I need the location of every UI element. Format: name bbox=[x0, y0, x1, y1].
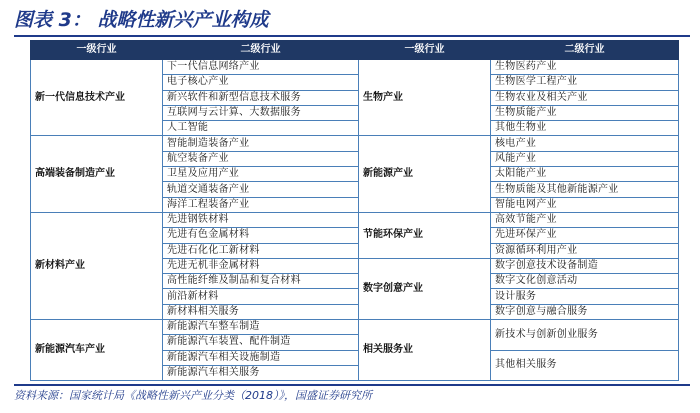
level2-cell: 先进环保产业 bbox=[491, 228, 679, 243]
level1-equipment-industry: 高端装备制造产业 bbox=[31, 136, 163, 212]
level2-cell: 数字创意与融合服务 bbox=[491, 304, 679, 319]
level1-eco-industry: 节能环保产业 bbox=[359, 212, 491, 258]
level1-materials-industry: 新材料产业 bbox=[31, 212, 163, 319]
level2-cell: 电子核心产业 bbox=[163, 75, 359, 90]
level2-cell: 下一代信息网络产业 bbox=[163, 60, 359, 75]
level1-bio-industry: 生物产业 bbox=[359, 60, 491, 136]
level2-cell: 航空装备产业 bbox=[163, 151, 359, 166]
level2-cell: 海洋工程装备产业 bbox=[163, 197, 359, 212]
level2-cell: 数字文化创意活动 bbox=[491, 274, 679, 289]
level2-cell: 生物医学工程产业 bbox=[491, 75, 679, 90]
level2-cell: 新能源汽车装置、配件制造 bbox=[163, 335, 359, 350]
level2-cell: 轨道交通装备产业 bbox=[163, 182, 359, 197]
header-level1-left: 一级行业 bbox=[31, 41, 163, 60]
level2-cell: 人工智能 bbox=[163, 121, 359, 136]
level1-services-industry: 相关服务业 bbox=[359, 320, 491, 381]
level2-cell: 新材料相关服务 bbox=[163, 304, 359, 319]
level1-new-energy-industry: 新能源产业 bbox=[359, 136, 491, 212]
table-row bbox=[31, 60, 679, 75]
level2-cell: 前沿新材料 bbox=[163, 289, 359, 304]
level1-nev-industry: 新能源汽车产业 bbox=[31, 320, 163, 381]
level2-cell: 先进有色金属材料 bbox=[163, 228, 359, 243]
industry-table bbox=[30, 40, 679, 381]
level2-cell: 新兴软件和新型信息技术服务 bbox=[163, 90, 359, 105]
level2-cell: 设计服务 bbox=[491, 289, 679, 304]
level2-cell: 高性能纤维及制品和复合材料 bbox=[163, 274, 359, 289]
level2-cell: 核电产业 bbox=[491, 136, 679, 151]
level2-cell: 太阳能产业 bbox=[491, 167, 679, 182]
level2-cell: 其他相关服务 bbox=[491, 350, 679, 381]
level2-cell: 先进石化化工新材料 bbox=[163, 243, 359, 258]
header-level2-left: 二级行业 bbox=[163, 41, 359, 60]
level2-cell: 新能源汽车相关服务 bbox=[163, 365, 359, 380]
level2-cell: 生物质能产业 bbox=[491, 105, 679, 120]
level2-cell: 生物农业及相关产业 bbox=[491, 90, 679, 105]
level2-cell: 卫星及应用产业 bbox=[163, 167, 359, 182]
source-note: 资料来源：国家统计局《战略性新兴产业分类（2018）》，国盛证券研究所 bbox=[14, 384, 690, 404]
level2-cell: 资源循环利用产业 bbox=[491, 243, 679, 258]
level2-cell: 数字创意技术设备制造 bbox=[491, 258, 679, 273]
level2-cell: 智能制造装备产业 bbox=[163, 136, 359, 151]
table-row bbox=[31, 136, 679, 151]
header-level1-right: 一级行业 bbox=[359, 41, 491, 60]
title-divider bbox=[14, 35, 690, 37]
header-level2-right: 二级行业 bbox=[491, 41, 679, 60]
level2-cell: 其他生物业 bbox=[491, 121, 679, 136]
level2-cell: 风能产业 bbox=[491, 151, 679, 166]
level2-cell: 智能电网产业 bbox=[491, 197, 679, 212]
level2-cell: 先进钢铁材料 bbox=[163, 212, 359, 227]
table-header-row bbox=[31, 41, 679, 60]
level2-cell: 新技术与创新创业服务 bbox=[491, 320, 679, 351]
level2-cell: 互联网与云计算、大数据服务 bbox=[163, 105, 359, 120]
level2-cell: 先进无机非金属材料 bbox=[163, 258, 359, 273]
level2-cell: 生物质能及其他新能源产业 bbox=[491, 182, 679, 197]
table-row bbox=[31, 320, 679, 335]
level2-cell: 高效节能产业 bbox=[491, 212, 679, 227]
figure-title: 图表 3： 战略性新兴产业构成 bbox=[14, 9, 269, 31]
level2-cell: 生物医药产业 bbox=[491, 60, 679, 75]
level1-it-industry: 新一代信息技术产业 bbox=[31, 60, 163, 136]
level1-digital-creative-industry: 数字创意产业 bbox=[359, 258, 491, 319]
level2-cell: 新能源汽车整车制造 bbox=[163, 320, 359, 335]
level2-cell: 新能源汽车相关设施制造 bbox=[163, 350, 359, 365]
table-row bbox=[31, 212, 679, 227]
